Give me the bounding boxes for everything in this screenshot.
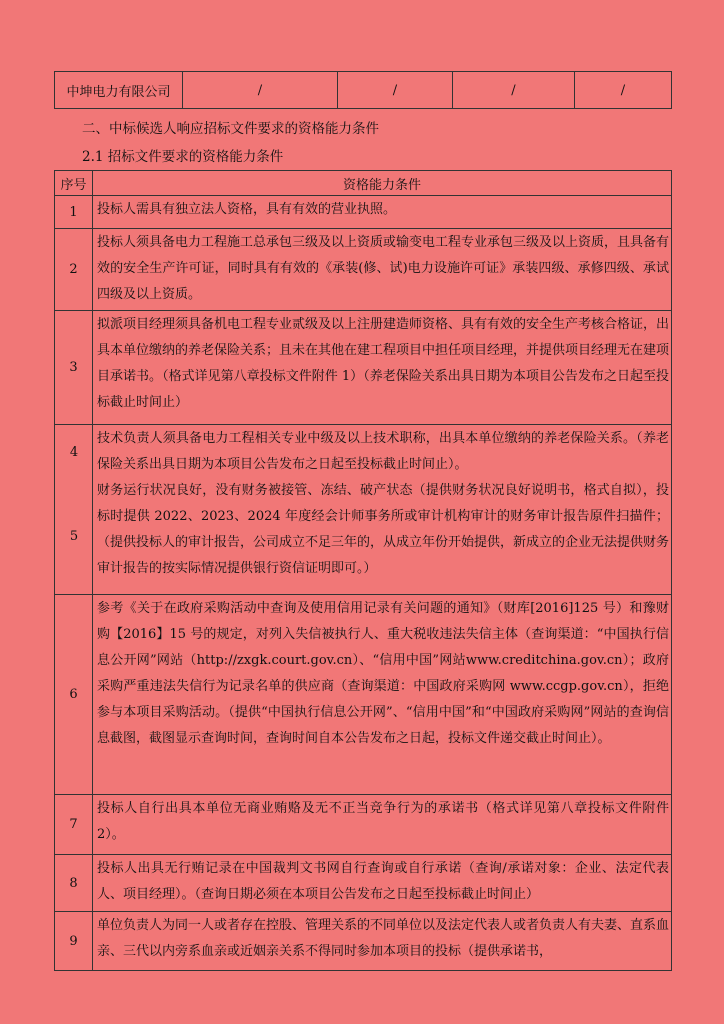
- row-number: 5: [69, 529, 79, 544]
- table-row: [55, 229, 672, 311]
- section-heading-qualifications: 二、中标候选人响应招标文件要求的资格能力条件: [82, 121, 379, 137]
- row-number: 9: [55, 912, 93, 971]
- row-condition: 单位负责人为同一人或者存在控股、管理关系的不同单位以及法定代表人或者负责人有夫妻、直系血亲、三代以内旁系血亲或近姻亲关系不得同时参加本项目的投标（提供承诺书，: [93, 912, 672, 971]
- row-condition: 参考《关于在政府采购活动中查询及使用信用记录有关问题的通知》（财库[2016]125 号）和豫财购【2016】15 号的规定，对列入失信被执行人、重大税收违法失信主体（查询渠道：“中国执行信息公开网”网站（http://zxgk.court.gov.cn）、“信用中国”网站www.creditchina.gov.cn）；政府采购严重违法失信行为记录名单的供应商（查询渠道：中国政府采购网 www.ccgp.gov.cn），拒绝参与本项目采购活动。（提供“中国执行信息公开网”、“信用中国”和“中国政府采购网”网站的查询信息截图，截图显示查询时间，查询时间自本公告发布之日起，投标文件递交截止时间止）。: [93, 595, 672, 795]
- row-condition: 投标人自行出具本单位无商业贿赂及无不正当竞争行为的承诺书（格式详见第八章投标文件附件 2）。: [93, 795, 672, 855]
- table-row: [55, 912, 672, 971]
- column-header-number: 序号: [55, 171, 93, 196]
- table-cell: /: [453, 72, 575, 109]
- table-row: [55, 595, 672, 795]
- row-condition: 投标人须具备电力工程施工总承包三级及以上资质或输变电工程专业承包三级及以上资质，且具备有效的安全生产许可证，同时具有有效的《承装(修、试)电力设施许可证》承装四级、承修四级、承试四级及以上资质。: [93, 229, 672, 311]
- table-cell: /: [575, 72, 672, 109]
- row-number: 4: [69, 445, 79, 460]
- row-condition-group: [93, 425, 672, 595]
- table-header-row: [55, 171, 672, 196]
- row-number: 6: [55, 595, 93, 795]
- table-cell: /: [183, 72, 338, 109]
- row-number: 7: [55, 795, 93, 855]
- company-name: 中坤电力有限公司: [55, 72, 183, 109]
- row-condition: 拟派项目经理须具备机电工程专业贰级及以上注册建造师资格、具有有效的安全生产考核合格证，出具本单位缴纳的养老保险关系；且未在其他在建工程项目中担任项目经理，并提供项目经理无在建项目承诺书。（格式详见第八章投标文件附件 1）（养老保险关系出具日期为本项目公告发布之日起至投标截止时间止）: [93, 311, 672, 425]
- table-row: [55, 196, 672, 229]
- row-number: 2: [55, 229, 93, 311]
- table-row: [55, 795, 672, 855]
- row-number: 8: [55, 855, 93, 912]
- row-condition: 技术负责人须具备电力工程相关专业中级及以上技术职称，出具本单位缴纳的养老保险关系。（养老保险关系出具日期为本项目公告发布之日起至投标截止时间止）。: [97, 431, 669, 472]
- subsection-heading-requirements: 2.1 招标文件要求的资格能力条件: [82, 149, 284, 165]
- table-row: [55, 855, 672, 912]
- row-number: 3: [55, 311, 93, 425]
- table-row: [55, 72, 672, 109]
- table-cell: /: [338, 72, 453, 109]
- row-condition: 投标人需具有独立法人资格，具有有效的营业执照。: [93, 196, 672, 229]
- row-number-group: [55, 425, 93, 595]
- row-condition: 财务运行状况良好，没有财务被接管、冻结、破产状态（提供财务状况良好说明书，格式自拟），投标时提供 2022、2023、2024 年度经会计师事务所或审计机构审计的财务审计报告原件扫描件；（提供投标人的审计报告，公司成立不足三年的，从成立年份开始提供，新成立的企业无法提供财务审计报告的按实际情况提供银行资信证明即可。）: [97, 483, 670, 576]
- column-header-condition: 资格能力条件: [93, 171, 672, 196]
- row-number: 1: [55, 196, 93, 229]
- bidder-summary-table: [54, 71, 672, 109]
- row-condition: 投标人出具无行贿记录在中国裁判文书网自行查询或自行承诺（查询/承诺对象：企业、法定代表人、项目经理）。（查询日期必须在本项目公告发布之日起至投标截止时间止）: [93, 855, 672, 912]
- table-row: [55, 311, 672, 425]
- qualification-table: [54, 170, 672, 971]
- table-row: [55, 425, 672, 595]
